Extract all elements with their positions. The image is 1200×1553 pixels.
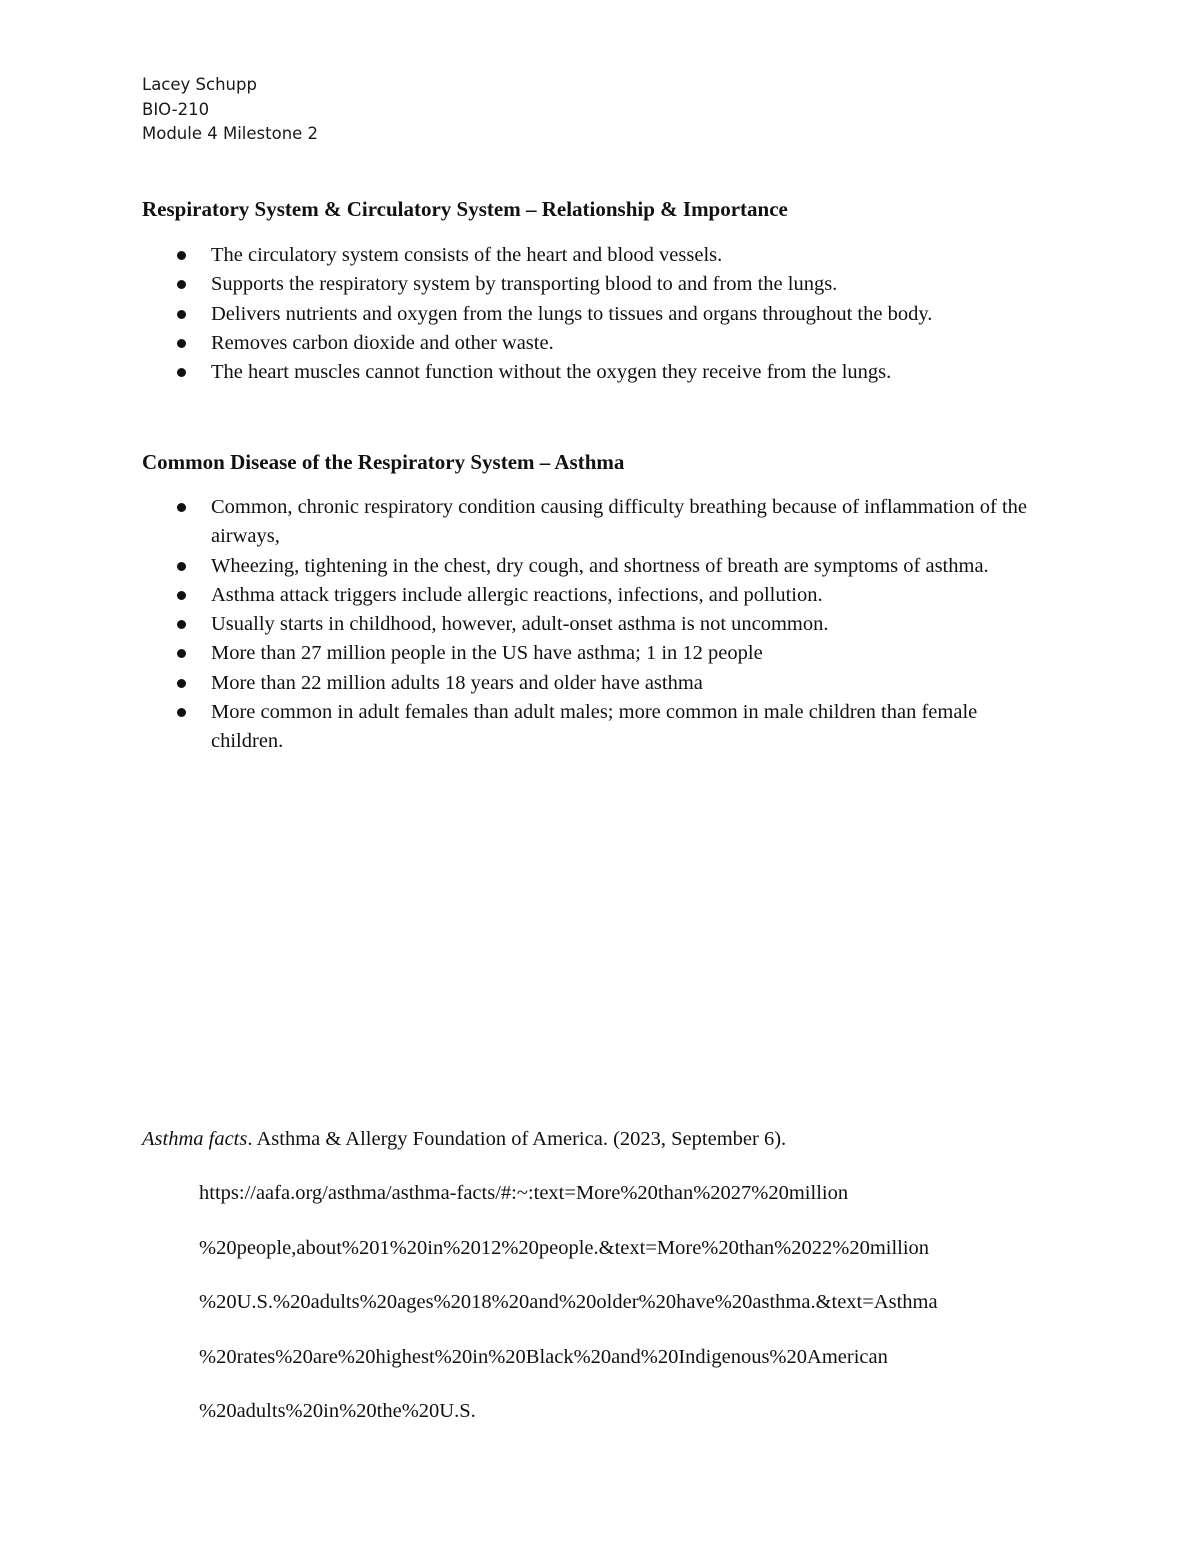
- section-asthma: [142, 449, 1051, 757]
- document-header: [142, 73, 318, 147]
- list-item: [142, 639, 1051, 668]
- citation-url-line: %20rates%20are%20highest%20in%20Black%20and%20Indigenous%20American: [199, 1345, 888, 1368]
- list-item: [142, 300, 1051, 329]
- list-item-text: Delivers nutrients and oxygen from the lungs to tissues and organs throughout the body.: [211, 302, 933, 325]
- list-item-text: Wheezing, tightening in the chest, dry cough, and shortness of breath are symptoms of asthma.: [211, 554, 989, 577]
- bullet-list: [142, 241, 1051, 387]
- list-item-text: Asthma attack triggers include allergic reactions, infections, and pollution.: [211, 583, 823, 606]
- bullet-icon: [177, 679, 186, 688]
- citation-url[interactable]: [142, 1153, 1062, 1452]
- list-item-text: More than 27 million people in the US have asthma; 1 in 12 people: [211, 642, 763, 665]
- list-item: [142, 270, 1051, 299]
- reference-citation: [142, 1126, 1062, 1452]
- bullet-icon: [177, 280, 186, 289]
- list-item: [142, 669, 1051, 698]
- list-item: [142, 493, 1051, 552]
- citation-source: . Asthma & Allergy Foundation of America. (2023, September 6).: [247, 1128, 787, 1150]
- list-item: [142, 358, 1051, 387]
- assignment-title: Module 4 Milestone 2: [142, 124, 319, 143]
- list-item-text: More than 22 million adults 18 years and older have asthma: [211, 671, 703, 694]
- bullet-icon: [177, 251, 186, 260]
- list-item-text: Removes carbon dioxide and other waste.: [211, 331, 554, 354]
- citation-url-line: %20people,about%201%20in%2012%20people.&text=More%20than%2022%20million: [199, 1236, 930, 1259]
- author-name: Lacey Schupp: [142, 75, 257, 94]
- course-code: BIO-210: [142, 99, 210, 119]
- section-circulatory-relationship: [142, 196, 1051, 387]
- bullet-icon: [177, 339, 186, 348]
- list-item-text: Usually starts in childhood, however, adult-onset asthma is not uncommon.: [211, 613, 829, 636]
- bullet-icon: [177, 649, 186, 658]
- bullet-icon: [177, 620, 186, 629]
- bullet-icon: [177, 368, 186, 377]
- list-item-text: Supports the respiratory system by transporting blood to and from the lungs.: [211, 273, 838, 296]
- list-item: [142, 329, 1051, 358]
- bullet-list: [142, 493, 1051, 757]
- section-heading: Respiratory System & Circulatory System – Relationship & Importance: [142, 197, 788, 221]
- citation-title: Asthma facts: [142, 1128, 248, 1150]
- list-item-text: Common, chronic respiratory condition causing difficulty breathing because of inflammation of the airways,: [211, 496, 1027, 548]
- list-item-text: More common in adult females than adult males; more common in male children than female children.: [211, 701, 978, 753]
- citation-url-line: %20adults%20in%20the%20U.S.: [199, 1400, 476, 1423]
- section-heading: Common Disease of the Respiratory System – Asthma: [142, 450, 625, 474]
- list-item-text: The heart muscles cannot function without the oxygen they receive from the lungs.: [211, 361, 892, 384]
- bullet-icon: [177, 562, 186, 571]
- list-item-text: The circulatory system consists of the heart and blood vessels.: [211, 244, 723, 266]
- bullet-icon: [177, 591, 186, 600]
- citation-line: [142, 1126, 1062, 1153]
- list-item: [142, 241, 1051, 270]
- citation-url-line: %20U.S.%20adults%20ages%2018%20and%20older%20have%20asthma.&text=Asthma: [199, 1291, 938, 1314]
- list-item: [142, 610, 1051, 639]
- citation-url-line: https://aafa.org/asthma/asthma-facts/#:~:text=More%20than%2027%20million: [199, 1182, 849, 1205]
- list-item: [142, 698, 1051, 757]
- list-item: [142, 581, 1051, 610]
- bullet-icon: [177, 708, 186, 717]
- list-item: [142, 552, 1051, 581]
- bullet-icon: [177, 310, 186, 319]
- bullet-icon: [177, 503, 186, 512]
